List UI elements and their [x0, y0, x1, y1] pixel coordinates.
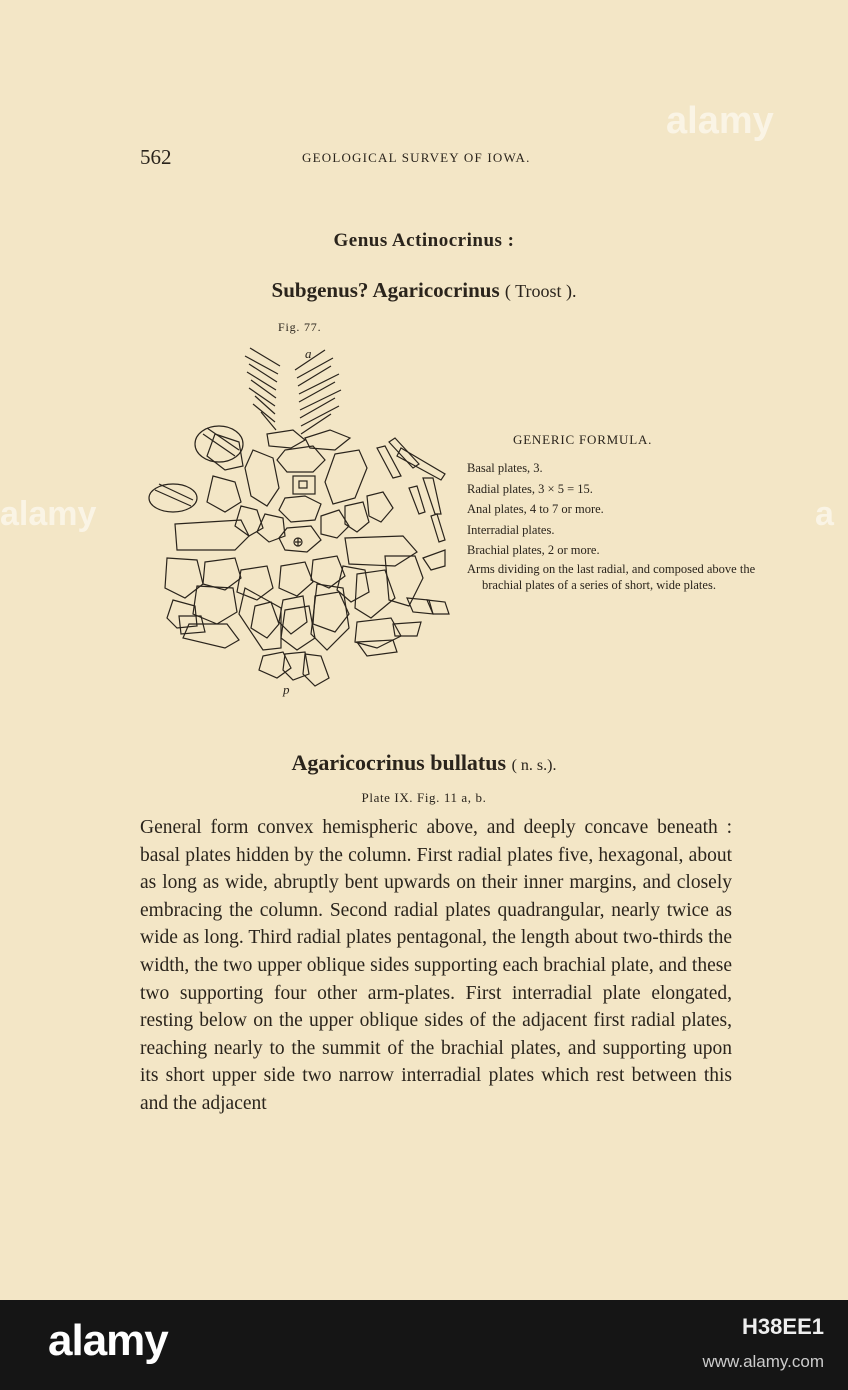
watermark-bar [0, 1300, 848, 1390]
running-head: GEOLOGICAL SURVEY OF IOWA. [302, 150, 531, 165]
generic-formula-list [467, 458, 767, 593]
formula-note: Arms dividing on the last radial, and composed above the brachial plates of a series of short, wide plates. [467, 561, 756, 592]
watermark-logo-left: alamy [0, 495, 97, 533]
page-number: 562 [140, 145, 172, 169]
species-heading [0, 750, 848, 776]
site-url: www.alamy.com [702, 1352, 824, 1371]
side-arm-plates-left [149, 426, 243, 634]
subgenus-heading [0, 278, 848, 303]
species-name: Agaricocrinus bullatus [291, 750, 507, 775]
figure-letter-p: p [283, 682, 290, 697]
crinoid-plate-diagram [145, 338, 455, 700]
formula-item: Anal plates, 4 to 7 or more. [467, 502, 604, 516]
alamy-logo: alamy [48, 1316, 168, 1365]
figure-label: Fig. 77. [278, 320, 322, 334]
species-description: General form convex hemispheric above, and deeply concave beneath : basal plates hidden by the column. First radial plates five, hexagonal, about as long as wide, abruptly bent upwards on their inner margins, and closely embracing the column. Second radial plates quadrangular, nearly twice as wide as long. Third radial plates pentagonal, the length about two-thirds the width, the two upper oblique sides supporting each brachial plate, and these two supporting four other arm-plates. First interradial plate elongated, resting below on the upper oblique sides of the adjacent first radial plates, reaching nearly to the summit of the brachial plates, and supporting upon its short upper side two narrow interradial plates which rest between this and the adjacent [140, 817, 732, 1114]
formula-item: Interradial plates. [467, 522, 555, 537]
genus-heading: Genus Actinocrinus : [333, 230, 515, 251]
watermark-logo-right: a [815, 495, 834, 533]
anal-plates-bottom [259, 652, 329, 686]
generic-formula-title: GENERIC FORMULA. [513, 432, 653, 447]
plate-reference: Plate IX. Fig. 11 a, b. [361, 790, 487, 805]
arm-plates-right [295, 350, 341, 434]
subgenus-name: Subgenus? Agaricocrinus [271, 278, 500, 302]
subgenus-authority: ( Troost ). [504, 281, 577, 301]
formula-item: Basal plates, 3. [467, 461, 543, 475]
calyx-plates [165, 434, 423, 656]
formula-item: Radial plates, 3 × 5 = 15. [467, 481, 593, 496]
arm-plates-left [245, 348, 280, 430]
formula-item: Brachial plates, 2 or more. [467, 543, 600, 557]
watermark-logo-top-right: alamy [666, 100, 774, 142]
figure-letter-a: a [305, 346, 312, 361]
species-authority: ( n. s.). [511, 757, 557, 774]
image-id: H38EE1 [742, 1314, 824, 1339]
